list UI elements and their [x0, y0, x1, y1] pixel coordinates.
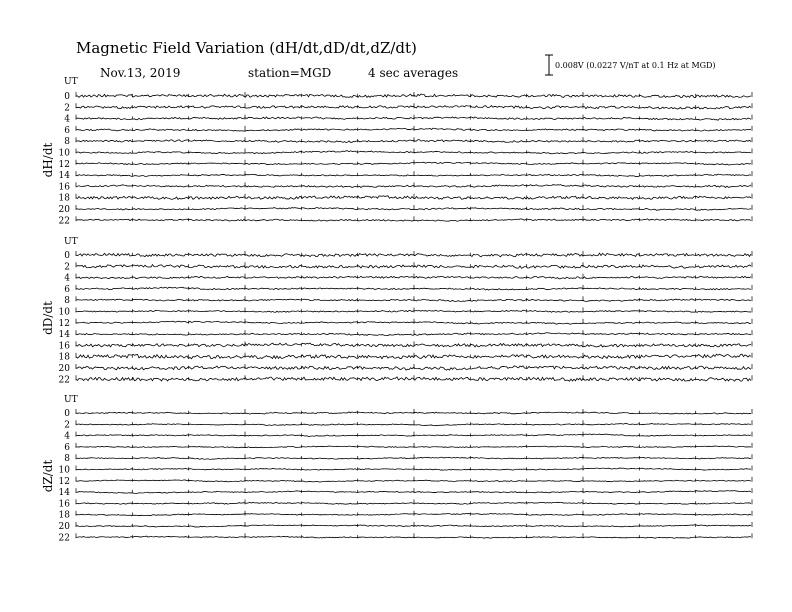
hour-label: 14 — [58, 330, 70, 341]
hour-label: 16 — [58, 182, 70, 193]
trace-line — [76, 377, 751, 381]
tick-marks — [76, 466, 752, 471]
trace-line — [76, 457, 751, 459]
trace-line — [76, 94, 751, 97]
averaging-label: 4 sec averages — [368, 66, 459, 80]
hour-label: 2 — [64, 262, 70, 273]
hour-label: 4 — [64, 273, 70, 284]
station-label: station=MGD — [248, 66, 332, 80]
trace-line — [76, 219, 751, 221]
trace-line — [76, 446, 751, 448]
hour-label: 10 — [58, 465, 70, 476]
trace-line — [76, 491, 751, 494]
trace-line — [76, 333, 751, 336]
hour-label: 12 — [58, 159, 70, 170]
trace-line — [76, 412, 751, 414]
hour-label: 4 — [64, 431, 70, 442]
trace-line — [76, 128, 751, 131]
hour-label: 20 — [58, 522, 70, 532]
chart-title: Magnetic Field Variation (dH/dt,dD/dt,dZ/dt) — [76, 39, 417, 57]
hour-label: 6 — [64, 125, 70, 136]
trace-line — [76, 265, 751, 269]
hour-label: 18 — [58, 352, 70, 363]
tick-marks — [76, 149, 752, 154]
component-label: dH/dt — [41, 142, 55, 178]
trace-line — [76, 299, 751, 301]
trace-line — [76, 502, 751, 504]
hour-label: 0 — [64, 92, 70, 102]
hour-label: 16 — [58, 341, 70, 352]
tick-marks — [76, 296, 752, 301]
trace-line — [76, 321, 751, 324]
ut-label: UT — [64, 237, 78, 247]
trace-line — [76, 162, 751, 165]
component-label: dD/dt — [41, 301, 55, 335]
date-label: Nov.13, 2019 — [100, 66, 181, 80]
hour-label: 8 — [64, 296, 70, 307]
trace-line — [76, 354, 751, 359]
trace-line — [76, 525, 751, 527]
hour-label: 20 — [58, 205, 70, 215]
hour-label: 12 — [58, 476, 70, 487]
trace-line — [76, 140, 751, 143]
trace-line — [76, 185, 751, 188]
trace-line — [76, 276, 751, 279]
trace-line — [76, 208, 751, 211]
hour-label: 6 — [64, 442, 70, 453]
panels-group — [41, 77, 752, 543]
hour-label: 8 — [64, 137, 70, 148]
trace-line — [76, 366, 751, 370]
trace-line — [76, 151, 751, 154]
trace-line — [76, 287, 751, 290]
hour-label: 16 — [58, 499, 70, 510]
component-label: dZ/dt — [41, 459, 55, 493]
hour-label: 18 — [58, 193, 70, 204]
hour-label: 22 — [58, 533, 70, 544]
hour-label: 0 — [64, 251, 70, 261]
tick-marks — [76, 92, 752, 97]
trace-line — [76, 423, 751, 425]
hour-label: 0 — [64, 409, 70, 419]
panel-1 — [41, 77, 752, 226]
hour-label: 10 — [58, 148, 70, 159]
hour-label: 22 — [58, 375, 70, 386]
trace-line — [76, 513, 751, 515]
trace-line — [76, 343, 751, 347]
trace-line — [76, 196, 751, 200]
hour-label: 14 — [58, 488, 70, 499]
hour-label: 2 — [64, 420, 70, 431]
trace-line — [76, 310, 751, 312]
hour-label: 10 — [58, 307, 70, 318]
tick-marks — [76, 205, 752, 210]
hour-label: 4 — [64, 114, 70, 125]
trace-line — [76, 106, 751, 110]
trace-line — [76, 434, 751, 436]
hour-label: 6 — [64, 284, 70, 295]
hour-label: 14 — [58, 171, 70, 182]
hour-label: 18 — [58, 510, 70, 521]
trace-line — [76, 174, 751, 176]
tick-marks — [76, 308, 752, 313]
hour-label: 20 — [58, 364, 70, 374]
panel-2 — [41, 237, 752, 385]
ut-label: UT — [64, 395, 78, 405]
trace-line — [76, 536, 751, 538]
tick-marks — [76, 420, 752, 425]
ut-label: UT — [64, 77, 78, 87]
scale-bar — [545, 55, 553, 75]
trace-line — [76, 480, 751, 482]
hour-label: 22 — [58, 216, 70, 227]
trace-line — [76, 468, 751, 470]
tick-marks — [76, 375, 752, 380]
tick-marks — [76, 160, 752, 165]
tick-marks — [76, 511, 752, 516]
hour-label: 8 — [64, 454, 70, 465]
hour-label: 2 — [64, 103, 70, 114]
hour-label: 12 — [58, 318, 70, 329]
panel-3 — [41, 395, 752, 543]
scale-label: 0.008V (0.0227 V/nT at 0.1 Hz at MGD) — [555, 61, 716, 70]
trace-line — [76, 253, 751, 257]
trace-line — [76, 117, 751, 120]
